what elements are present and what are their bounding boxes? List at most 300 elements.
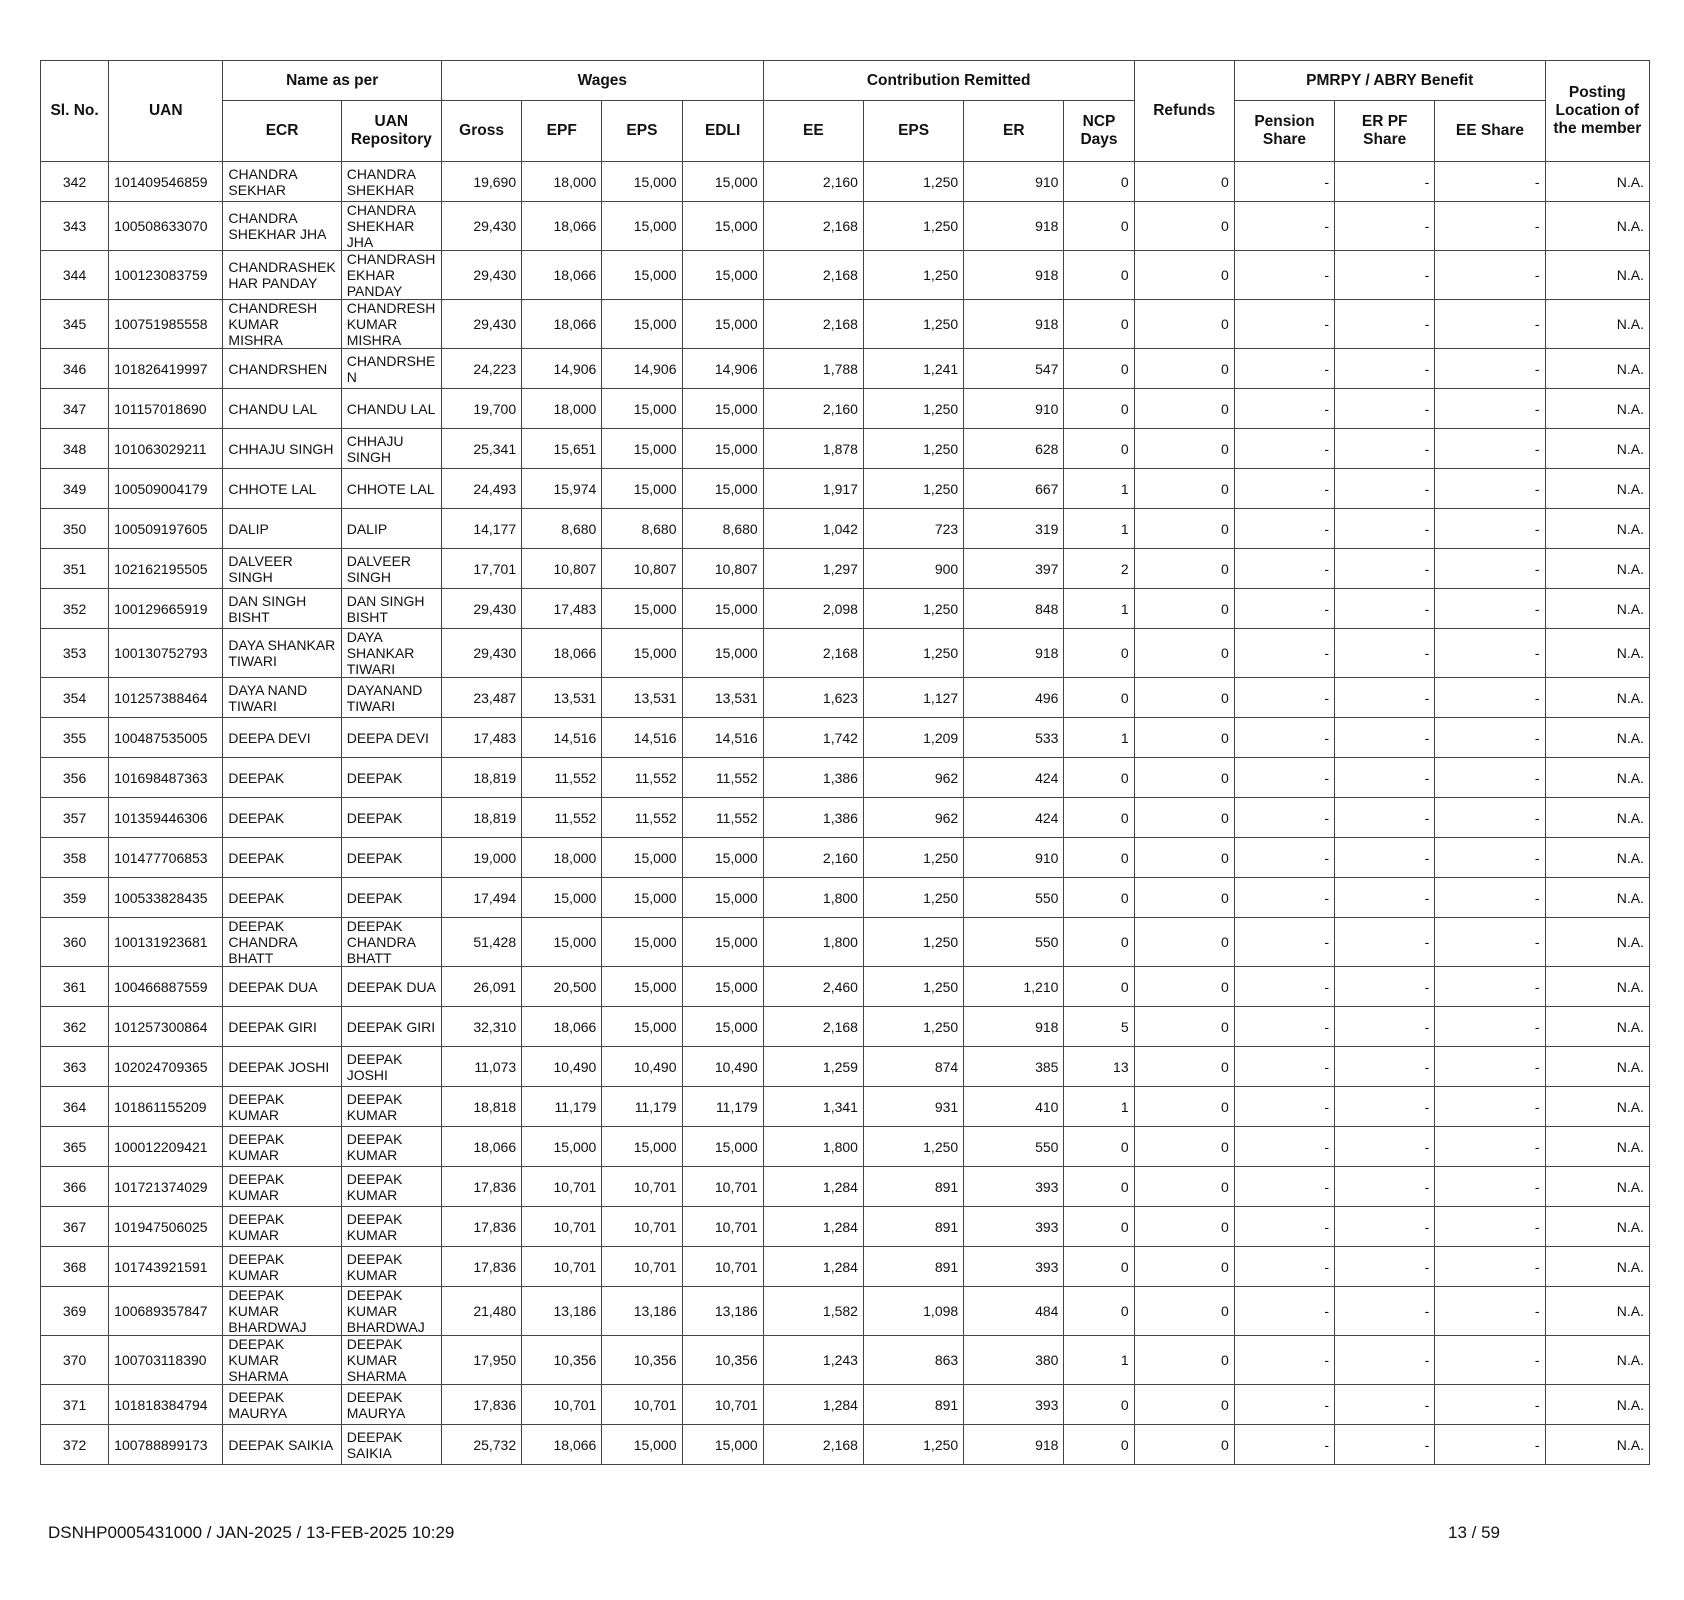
table-row — [41, 251, 1650, 300]
col-pension-share: Pension Share — [1234, 101, 1334, 162]
cell-posting-location: N.A. — [1545, 389, 1649, 429]
cell-ee: 2,460 — [763, 967, 863, 1007]
cell-epf: 18,066 — [522, 1007, 602, 1047]
cell-edli: 10,356 — [682, 1336, 763, 1385]
cell-ee: 2,160 — [763, 162, 863, 202]
cell-pension-share: - — [1234, 429, 1334, 469]
cell-contribution-eps: 962 — [863, 758, 963, 798]
cell-pension-share: - — [1234, 1336, 1334, 1385]
cell-ecr-name: DALIP — [223, 509, 341, 549]
cell-ee: 2,168 — [763, 251, 863, 300]
cell-ncp-days: 0 — [1064, 1127, 1134, 1167]
cell-eps: 11,552 — [602, 758, 682, 798]
cell-repo-name: DAYA SHANKAR TIWARI — [341, 629, 441, 678]
cell-sl-no: 351 — [41, 549, 109, 589]
cell-edli: 13,186 — [682, 1287, 763, 1336]
cell-ncp-days: 0 — [1064, 758, 1134, 798]
cell-posting-location: N.A. — [1545, 1047, 1649, 1087]
cell-ncp-days: 2 — [1064, 549, 1134, 589]
cell-posting-location: N.A. — [1545, 1287, 1649, 1336]
cell-epf: 10,701 — [522, 1167, 602, 1207]
cell-ecr-name: DEEPAK — [223, 878, 341, 918]
cell-sl-no: 357 — [41, 798, 109, 838]
cell-eps: 15,000 — [602, 967, 682, 1007]
cell-eps: 15,000 — [602, 202, 682, 251]
cell-contribution-eps: 1,250 — [863, 838, 963, 878]
cell-epf: 15,974 — [522, 469, 602, 509]
cell-ncp-days: 0 — [1064, 878, 1134, 918]
cell-edli: 10,807 — [682, 549, 763, 589]
cell-gross: 18,819 — [441, 798, 521, 838]
cell-posting-location: N.A. — [1545, 349, 1649, 389]
cell-refunds: 0 — [1134, 1007, 1234, 1047]
cell-sl-no: 346 — [41, 349, 109, 389]
cell-uan: 101063029211 — [109, 429, 223, 469]
cell-pension-share: - — [1234, 469, 1334, 509]
cell-er: 550 — [964, 918, 1064, 967]
cell-edli: 11,179 — [682, 1087, 763, 1127]
contribution-table — [40, 60, 1650, 1465]
cell-ee: 2,160 — [763, 838, 863, 878]
cell-eps: 15,000 — [602, 1127, 682, 1167]
cell-sl-no: 372 — [41, 1425, 109, 1465]
cell-ee-share: - — [1435, 509, 1545, 549]
cell-refunds: 0 — [1134, 549, 1234, 589]
cell-uan: 100703118390 — [109, 1336, 223, 1385]
cell-refunds: 0 — [1134, 349, 1234, 389]
cell-posting-location: N.A. — [1545, 429, 1649, 469]
cell-sl-no: 345 — [41, 300, 109, 349]
cell-ncp-days: 1 — [1064, 509, 1134, 549]
cell-edli: 15,000 — [682, 967, 763, 1007]
cell-er-pf-share: - — [1335, 1167, 1435, 1207]
cell-repo-name: DEEPAK MAURYA — [341, 1385, 441, 1425]
cell-refunds: 0 — [1134, 1287, 1234, 1336]
cell-epf: 18,000 — [522, 838, 602, 878]
cell-uan: 100487535005 — [109, 718, 223, 758]
cell-epf: 18,066 — [522, 1425, 602, 1465]
cell-contribution-eps: 1,250 — [863, 1007, 963, 1047]
cell-er-pf-share: - — [1335, 1287, 1435, 1336]
col-uan: UAN — [109, 61, 223, 162]
cell-ecr-name: DEEPAK KUMAR — [223, 1087, 341, 1127]
cell-ee: 1,259 — [763, 1047, 863, 1087]
cell-contribution-eps: 1,127 — [863, 678, 963, 718]
cell-ee: 1,582 — [763, 1287, 863, 1336]
group-wages: Wages — [441, 61, 763, 101]
table-row — [41, 629, 1650, 678]
cell-uan: 101818384794 — [109, 1385, 223, 1425]
cell-epf: 18,066 — [522, 300, 602, 349]
cell-ncp-days: 0 — [1064, 1385, 1134, 1425]
cell-eps: 15,000 — [602, 838, 682, 878]
cell-epf: 10,490 — [522, 1047, 602, 1087]
cell-er-pf-share: - — [1335, 1247, 1435, 1287]
cell-contribution-eps: 962 — [863, 798, 963, 838]
cell-contribution-eps: 1,250 — [863, 202, 963, 251]
cell-repo-name: CHANDRA SHEKHAR — [341, 162, 441, 202]
cell-refunds: 0 — [1134, 469, 1234, 509]
cell-eps: 13,531 — [602, 678, 682, 718]
cell-er-pf-share: - — [1335, 509, 1435, 549]
cell-refunds: 0 — [1134, 878, 1234, 918]
cell-uan: 100508633070 — [109, 202, 223, 251]
cell-pension-share: - — [1234, 549, 1334, 589]
cell-epf: 20,500 — [522, 967, 602, 1007]
cell-sl-no: 354 — [41, 678, 109, 718]
cell-edli: 15,000 — [682, 589, 763, 629]
cell-repo-name: CHANDRESH KUMAR MISHRA — [341, 300, 441, 349]
cell-ee-share: - — [1435, 429, 1545, 469]
cell-edli: 10,701 — [682, 1167, 763, 1207]
cell-gross: 25,732 — [441, 1425, 521, 1465]
cell-er: 667 — [964, 469, 1064, 509]
col-gross: Gross — [441, 101, 521, 162]
cell-uan: 101409546859 — [109, 162, 223, 202]
table-row — [41, 1385, 1650, 1425]
cell-ee: 1,284 — [763, 1167, 863, 1207]
cell-er: 397 — [964, 549, 1064, 589]
cell-eps: 15,000 — [602, 589, 682, 629]
cell-gross: 18,818 — [441, 1087, 521, 1127]
cell-ee-share: - — [1435, 589, 1545, 629]
cell-er-pf-share: - — [1335, 300, 1435, 349]
cell-edli: 10,701 — [682, 1207, 763, 1247]
cell-ee: 1,284 — [763, 1385, 863, 1425]
cell-posting-location: N.A. — [1545, 1425, 1649, 1465]
cell-ecr-name: CHANDRESH KUMAR MISHRA — [223, 300, 341, 349]
cell-ee: 1,243 — [763, 1336, 863, 1385]
cell-posting-location: N.A. — [1545, 1247, 1649, 1287]
cell-ee: 2,098 — [763, 589, 863, 629]
cell-er-pf-share: - — [1335, 202, 1435, 251]
cell-sl-no: 365 — [41, 1127, 109, 1167]
cell-contribution-eps: 1,250 — [863, 878, 963, 918]
cell-contribution-eps: 1,250 — [863, 967, 963, 1007]
cell-sl-no: 369 — [41, 1287, 109, 1336]
cell-refunds: 0 — [1134, 798, 1234, 838]
cell-ee-share: - — [1435, 678, 1545, 718]
cell-contribution-eps: 1,250 — [863, 1127, 963, 1167]
cell-pension-share: - — [1234, 678, 1334, 718]
cell-epf: 15,000 — [522, 1127, 602, 1167]
cell-ncp-days: 0 — [1064, 251, 1134, 300]
cell-ee-share: - — [1435, 1247, 1545, 1287]
cell-epf: 15,000 — [522, 918, 602, 967]
cell-ee-share: - — [1435, 349, 1545, 389]
cell-ee: 2,168 — [763, 202, 863, 251]
col-epf: EPF — [522, 101, 602, 162]
cell-posting-location: N.A. — [1545, 251, 1649, 300]
col-ncp-days: NCP Days — [1064, 101, 1134, 162]
cell-epf: 11,552 — [522, 798, 602, 838]
cell-ee: 1,800 — [763, 1127, 863, 1167]
cell-repo-name: DEEPAK — [341, 878, 441, 918]
cell-gross: 17,483 — [441, 718, 521, 758]
cell-posting-location: N.A. — [1545, 1385, 1649, 1425]
cell-edli: 15,000 — [682, 838, 763, 878]
cell-ee-share: - — [1435, 1287, 1545, 1336]
cell-uan: 101698487363 — [109, 758, 223, 798]
cell-eps: 14,906 — [602, 349, 682, 389]
cell-er: 550 — [964, 1127, 1064, 1167]
cell-refunds: 0 — [1134, 1207, 1234, 1247]
cell-posting-location: N.A. — [1545, 1167, 1649, 1207]
cell-ncp-days: 0 — [1064, 678, 1134, 718]
cell-ncp-days: 0 — [1064, 389, 1134, 429]
cell-posting-location: N.A. — [1545, 1087, 1649, 1127]
cell-er: 910 — [964, 162, 1064, 202]
cell-er-pf-share: - — [1335, 589, 1435, 629]
table-row — [41, 918, 1650, 967]
cell-edli: 15,000 — [682, 629, 763, 678]
cell-refunds: 0 — [1134, 1247, 1234, 1287]
cell-pension-share: - — [1234, 1247, 1334, 1287]
table-row — [41, 589, 1650, 629]
cell-ee-share: - — [1435, 549, 1545, 589]
cell-repo-name: DEEPAK KUMAR BHARDWAJ — [341, 1287, 441, 1336]
cell-eps: 15,000 — [602, 878, 682, 918]
cell-edli: 15,000 — [682, 1425, 763, 1465]
cell-sl-no: 355 — [41, 718, 109, 758]
col-ecr: ECR — [223, 101, 341, 162]
table-row — [41, 838, 1650, 878]
cell-ee-share: - — [1435, 1007, 1545, 1047]
cell-sl-no: 358 — [41, 838, 109, 878]
cell-contribution-eps: 891 — [863, 1207, 963, 1247]
table-row — [41, 718, 1650, 758]
table-row — [41, 300, 1650, 349]
cell-refunds: 0 — [1134, 1425, 1234, 1465]
cell-posting-location: N.A. — [1545, 1336, 1649, 1385]
cell-er: 380 — [964, 1336, 1064, 1385]
cell-uan: 101861155209 — [109, 1087, 223, 1127]
table-header — [41, 61, 1650, 162]
cell-ee-share: - — [1435, 1385, 1545, 1425]
cell-edli: 15,000 — [682, 251, 763, 300]
cell-repo-name: CHANDRA SHEKHAR JHA — [341, 202, 441, 251]
cell-ee: 1,800 — [763, 878, 863, 918]
cell-uan: 101157018690 — [109, 389, 223, 429]
cell-ee-share: - — [1435, 629, 1545, 678]
cell-ecr-name: DALVEER SINGH — [223, 549, 341, 589]
cell-ee-share: - — [1435, 1336, 1545, 1385]
cell-pension-share: - — [1234, 838, 1334, 878]
cell-edli: 15,000 — [682, 469, 763, 509]
cell-pension-share: - — [1234, 251, 1334, 300]
cell-refunds: 0 — [1134, 918, 1234, 967]
cell-ee: 1,042 — [763, 509, 863, 549]
cell-ncp-days: 5 — [1064, 1007, 1134, 1047]
cell-repo-name: DEEPAK KUMAR — [341, 1127, 441, 1167]
cell-er: 424 — [964, 798, 1064, 838]
cell-contribution-eps: 1,250 — [863, 251, 963, 300]
cell-ecr-name: DEEPAK KUMAR — [223, 1247, 341, 1287]
cell-refunds: 0 — [1134, 718, 1234, 758]
cell-pension-share: - — [1234, 509, 1334, 549]
cell-contribution-eps: 891 — [863, 1247, 963, 1287]
cell-pension-share: - — [1234, 300, 1334, 349]
cell-edli: 15,000 — [682, 1007, 763, 1047]
cell-eps: 10,701 — [602, 1207, 682, 1247]
cell-eps: 15,000 — [602, 1007, 682, 1047]
cell-uan: 101947506025 — [109, 1207, 223, 1247]
cell-eps: 10,701 — [602, 1247, 682, 1287]
cell-epf: 8,680 — [522, 509, 602, 549]
cell-ncp-days: 0 — [1064, 429, 1134, 469]
cell-er: 424 — [964, 758, 1064, 798]
cell-gross: 17,836 — [441, 1207, 521, 1247]
cell-contribution-eps: 1,250 — [863, 1425, 963, 1465]
cell-ecr-name: DAYA NAND TIWARI — [223, 678, 341, 718]
cell-ee-share: - — [1435, 251, 1545, 300]
cell-ncp-days: 0 — [1064, 1287, 1134, 1336]
cell-er-pf-share: - — [1335, 162, 1435, 202]
cell-ecr-name: DEEPAK JOSHI — [223, 1047, 341, 1087]
cell-ncp-days: 0 — [1064, 162, 1134, 202]
cell-ecr-name: DAYA SHANKAR TIWARI — [223, 629, 341, 678]
cell-contribution-eps: 1,250 — [863, 589, 963, 629]
cell-ecr-name: DEEPAK KUMAR — [223, 1167, 341, 1207]
cell-epf: 11,552 — [522, 758, 602, 798]
cell-contribution-eps: 1,250 — [863, 300, 963, 349]
cell-posting-location: N.A. — [1545, 162, 1649, 202]
cell-ee-share: - — [1435, 798, 1545, 838]
cell-ee: 1,297 — [763, 549, 863, 589]
cell-ncp-days: 0 — [1064, 202, 1134, 251]
cell-ee-share: - — [1435, 1127, 1545, 1167]
cell-edli: 15,000 — [682, 918, 763, 967]
cell-repo-name: DEEPAK — [341, 798, 441, 838]
cell-pension-share: - — [1234, 758, 1334, 798]
cell-eps: 15,000 — [602, 251, 682, 300]
cell-ecr-name: DEEPAK SAIKIA — [223, 1425, 341, 1465]
group-contribution-remitted: Contribution Remitted — [763, 61, 1134, 101]
cell-epf: 15,651 — [522, 429, 602, 469]
table-row — [41, 429, 1650, 469]
cell-er-pf-share: - — [1335, 878, 1435, 918]
cell-er: 484 — [964, 1287, 1064, 1336]
table-row — [41, 162, 1650, 202]
cell-ee-share: - — [1435, 918, 1545, 967]
cell-edli: 15,000 — [682, 389, 763, 429]
table-row — [41, 967, 1650, 1007]
col-er-pf-share: ER PF Share — [1335, 101, 1435, 162]
cell-eps: 13,186 — [602, 1287, 682, 1336]
cell-edli: 13,531 — [682, 678, 763, 718]
cell-epf: 10,356 — [522, 1336, 602, 1385]
cell-ecr-name: DAN SINGH BISHT — [223, 589, 341, 629]
col-contribution-eps: EPS — [863, 101, 963, 162]
cell-uan: 101257300864 — [109, 1007, 223, 1047]
cell-contribution-eps: 900 — [863, 549, 963, 589]
cell-eps: 15,000 — [602, 300, 682, 349]
cell-posting-location: N.A. — [1545, 838, 1649, 878]
cell-refunds: 0 — [1134, 1087, 1234, 1127]
cell-uan: 100509004179 — [109, 469, 223, 509]
cell-ee: 1,623 — [763, 678, 863, 718]
cell-refunds: 0 — [1134, 509, 1234, 549]
cell-ee-share: - — [1435, 967, 1545, 1007]
cell-er-pf-share: - — [1335, 1425, 1435, 1465]
table-row — [41, 1425, 1650, 1465]
cell-ee: 2,160 — [763, 389, 863, 429]
cell-er-pf-share: - — [1335, 629, 1435, 678]
cell-repo-name: DEEPAK KUMAR — [341, 1167, 441, 1207]
cell-er-pf-share: - — [1335, 1047, 1435, 1087]
cell-sl-no: 350 — [41, 509, 109, 549]
cell-eps: 10,356 — [602, 1336, 682, 1385]
cell-epf: 17,483 — [522, 589, 602, 629]
cell-gross: 29,430 — [441, 202, 521, 251]
cell-eps: 11,179 — [602, 1087, 682, 1127]
cell-ecr-name: DEEPA DEVI — [223, 718, 341, 758]
cell-er: 918 — [964, 1007, 1064, 1047]
cell-er: 910 — [964, 838, 1064, 878]
cell-gross: 17,836 — [441, 1385, 521, 1425]
cell-eps: 14,516 — [602, 718, 682, 758]
cell-ncp-days: 0 — [1064, 629, 1134, 678]
cell-posting-location: N.A. — [1545, 1207, 1649, 1247]
cell-ncp-days: 0 — [1064, 838, 1134, 878]
cell-ecr-name: DEEPAK CHANDRA BHATT — [223, 918, 341, 967]
cell-edli: 10,701 — [682, 1247, 763, 1287]
cell-ncp-days: 0 — [1064, 918, 1134, 967]
cell-er-pf-share: - — [1335, 918, 1435, 967]
group-pmrpy-abry: PMRPY / ABRY Benefit — [1234, 61, 1545, 101]
cell-er: 533 — [964, 718, 1064, 758]
cell-gross: 14,177 — [441, 509, 521, 549]
cell-sl-no: 360 — [41, 918, 109, 967]
cell-er: 393 — [964, 1385, 1064, 1425]
cell-er: 848 — [964, 589, 1064, 629]
cell-pension-share: - — [1234, 1087, 1334, 1127]
cell-refunds: 0 — [1134, 589, 1234, 629]
cell-repo-name: DAYANAND TIWARI — [341, 678, 441, 718]
col-ee: EE — [763, 101, 863, 162]
cell-ee-share: - — [1435, 878, 1545, 918]
cell-gross: 19,000 — [441, 838, 521, 878]
table-row — [41, 878, 1650, 918]
cell-er-pf-share: - — [1335, 967, 1435, 1007]
cell-repo-name: DEEPAK KUMAR — [341, 1207, 441, 1247]
cell-ee-share: - — [1435, 469, 1545, 509]
cell-ncp-days: 1 — [1064, 1087, 1134, 1127]
table-row — [41, 1287, 1650, 1336]
cell-ecr-name: DEEPAK — [223, 758, 341, 798]
cell-uan: 101257388464 — [109, 678, 223, 718]
cell-repo-name: DEEPAK KUMAR — [341, 1247, 441, 1287]
cell-pension-share: - — [1234, 718, 1334, 758]
cell-ee-share: - — [1435, 838, 1545, 878]
cell-pension-share: - — [1234, 1385, 1334, 1425]
cell-epf: 10,807 — [522, 549, 602, 589]
cell-contribution-eps: 863 — [863, 1336, 963, 1385]
cell-contribution-eps: 723 — [863, 509, 963, 549]
cell-repo-name: CHANDRSHE N — [341, 349, 441, 389]
cell-posting-location: N.A. — [1545, 798, 1649, 838]
cell-gross: 25,341 — [441, 429, 521, 469]
cell-repo-name: DEEPAK KUMAR — [341, 1087, 441, 1127]
cell-epf: 18,000 — [522, 389, 602, 429]
cell-er: 910 — [964, 389, 1064, 429]
cell-epf: 14,516 — [522, 718, 602, 758]
cell-ncp-days: 0 — [1064, 349, 1134, 389]
cell-edli: 10,490 — [682, 1047, 763, 1087]
cell-sl-no: 368 — [41, 1247, 109, 1287]
table-row — [41, 549, 1650, 589]
cell-ecr-name: DEEPAK — [223, 798, 341, 838]
